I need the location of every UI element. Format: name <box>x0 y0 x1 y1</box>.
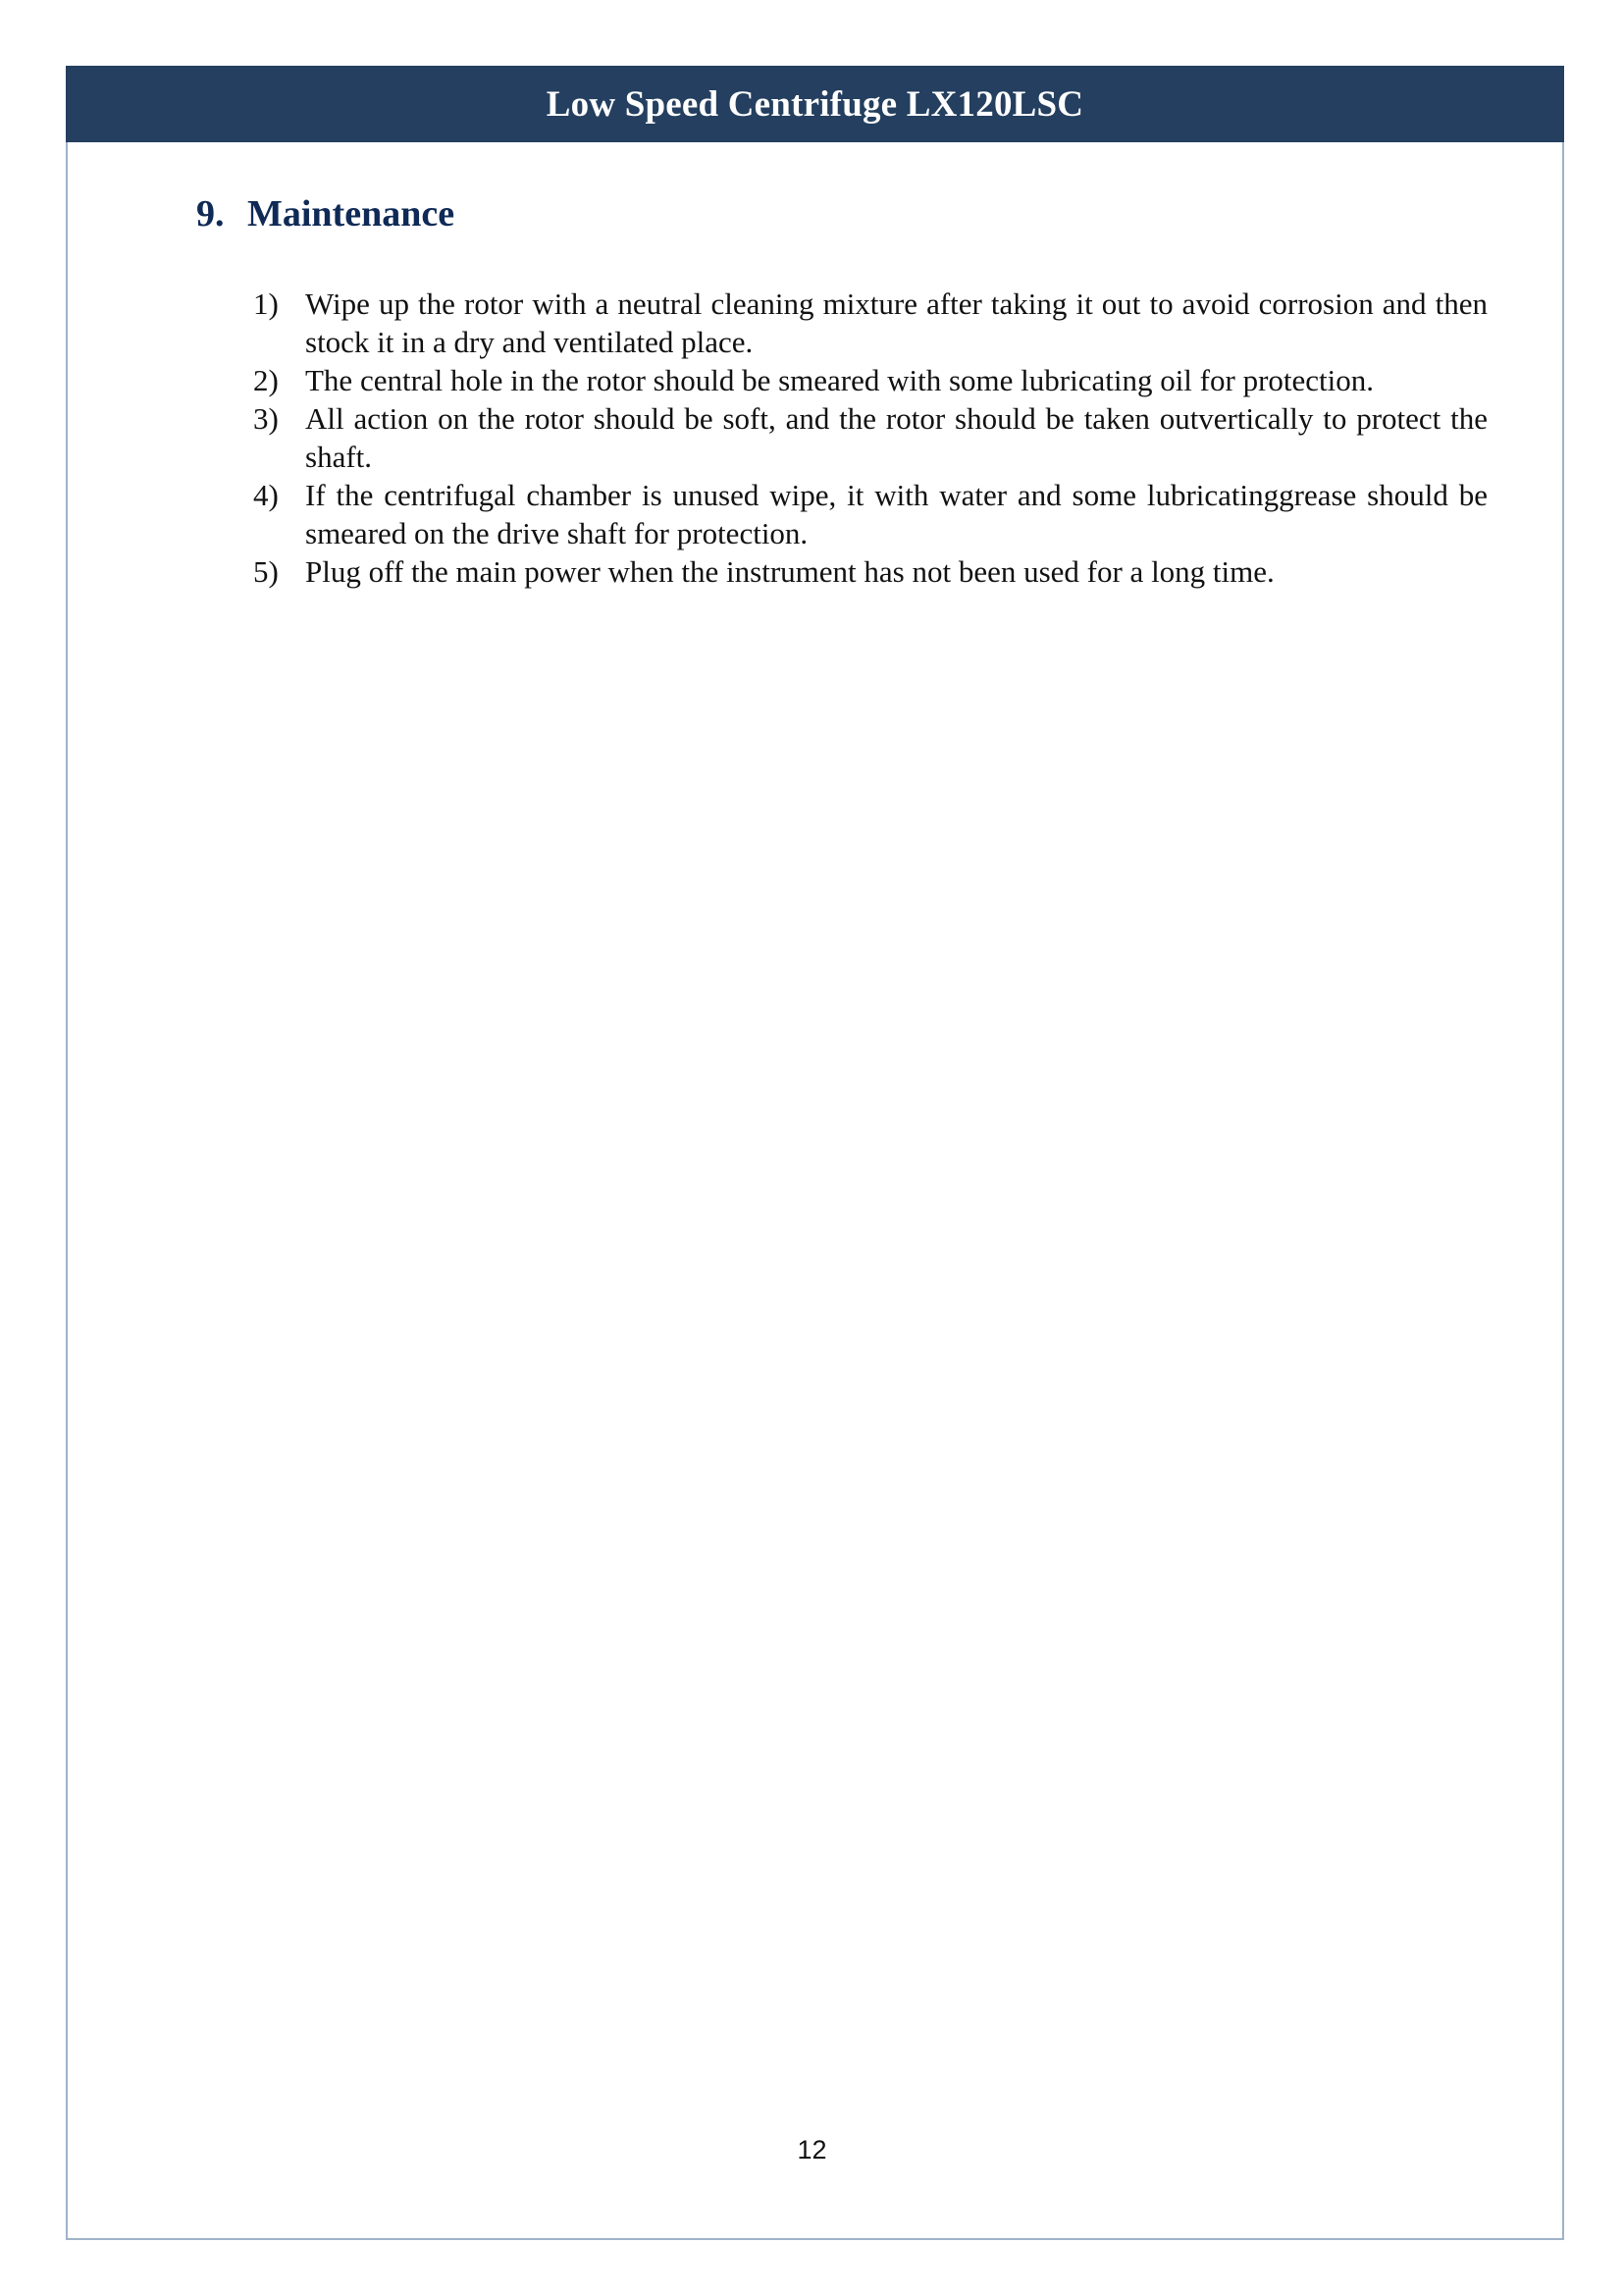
section-title: Maintenance <box>247 193 455 235</box>
list-item <box>253 399 1488 476</box>
header-bar <box>66 66 1564 142</box>
list-item-text: All action on the rotor should be soft, and the rotor should be taken outvertically to protect the shaft. <box>305 401 1488 474</box>
list-item-number: 1) <box>253 287 279 321</box>
list-item-text: Plug off the main power when the instrument has not been used for a long time. <box>305 554 1275 589</box>
list-item <box>253 285 1488 361</box>
list-item-text: Wipe up the rotor with a neutral cleaning mixture after taking it out to avoid corrosion and then stock it in a dry and ventilated place. <box>305 287 1488 359</box>
list-item <box>253 361 1488 399</box>
list-item-number: 2) <box>253 363 279 397</box>
list-item-text: If the centrifugal chamber is unused wipe, it with water and some lubricatinggrease should be smeared on the drive shaft for protection. <box>305 478 1488 550</box>
list-item-number: 4) <box>253 478 279 512</box>
list-item <box>253 476 1488 552</box>
maintenance-list <box>253 285 1488 591</box>
list-item-number: 5) <box>253 554 279 589</box>
document-title: Low Speed Centrifuge LX120LSC <box>546 83 1084 125</box>
list-item-number: 3) <box>253 401 279 436</box>
list-item-text: The central hole in the rotor should be smeared with some lubricating oil for protection. <box>305 363 1374 397</box>
section-number: 9. <box>196 193 225 235</box>
page-number: 12 <box>797 2135 827 2165</box>
list-item <box>253 552 1488 591</box>
section-heading <box>196 192 454 235</box>
